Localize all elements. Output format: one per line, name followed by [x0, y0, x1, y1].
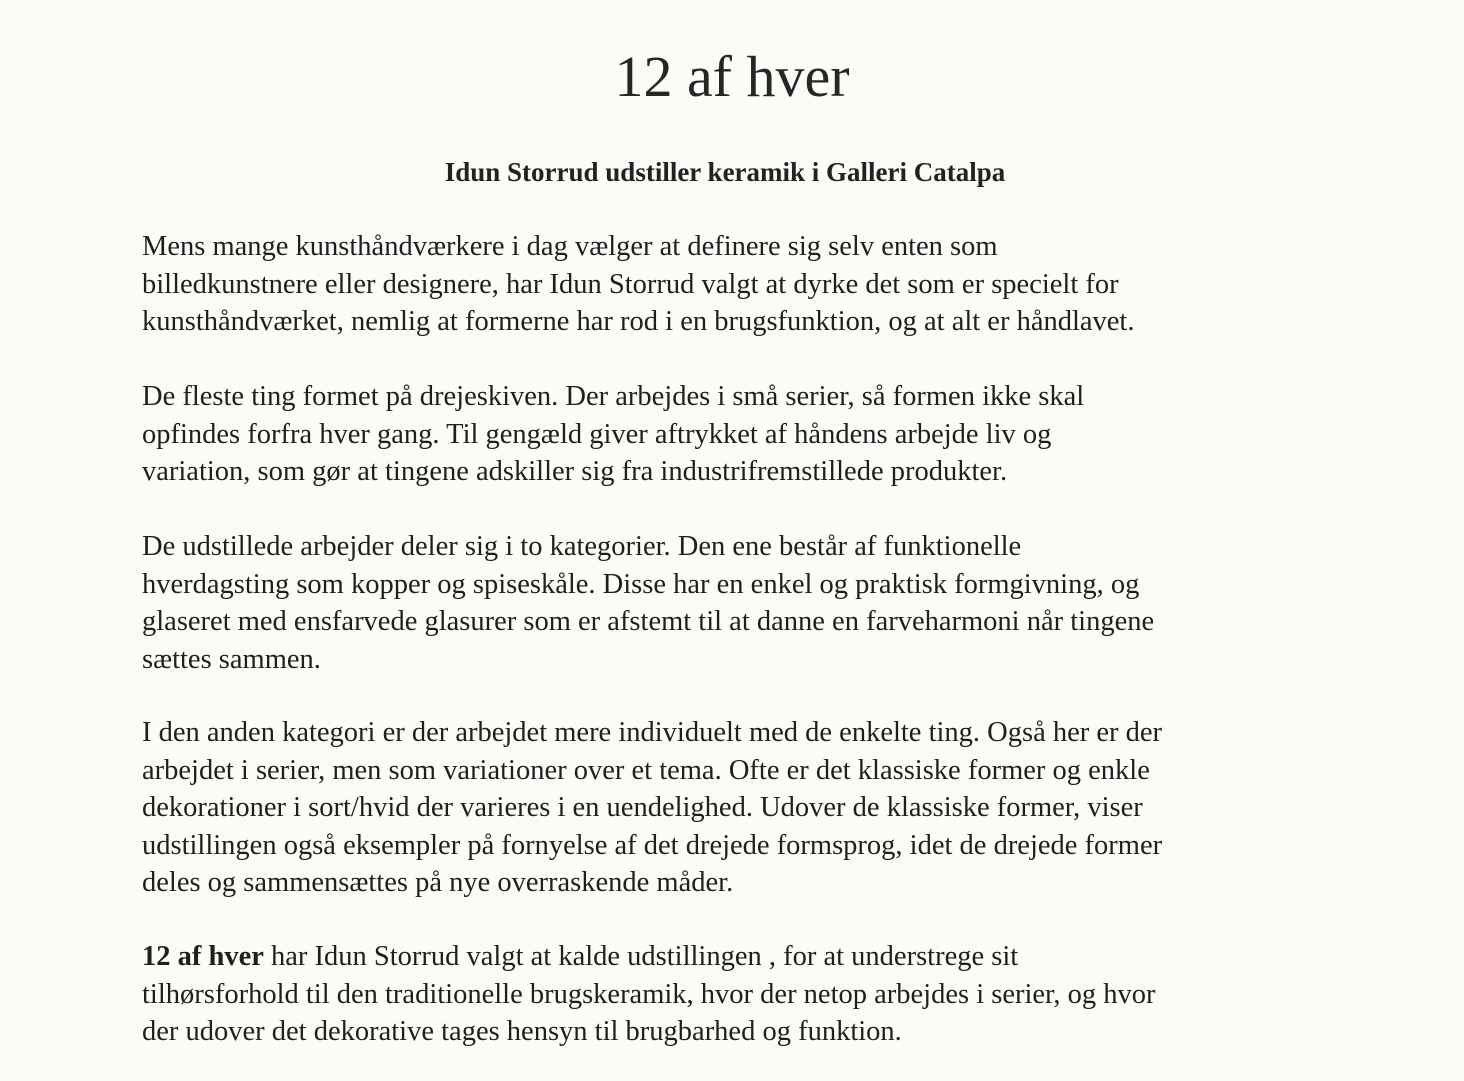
- text-line: der udover det dekorative tages hensyn til brugbarhed og funktion.: [142, 1016, 902, 1047]
- text-line-rest: har Idun Storrud valgt at kalde udstillingen , for at understrege sit: [263, 941, 1019, 972]
- document-subtitle: Idun Storrud udstiller keramik i Galleri Catalpa: [444, 157, 1006, 187]
- text-line: I den anden kategori er der arbejdet mere individuelt med de enkelte ting. Også her er der: [142, 717, 1163, 748]
- text-line: deles og sammensættes på nye overraskende måder.: [142, 867, 734, 898]
- text-line: glaseret med ensfarvede glasurer som er afstemt til at danne en farveharmoni når tingene: [142, 606, 1155, 637]
- text-line: arbejdet i serier, men som variationer over et tema. Ofte er det klassiske former og enkle: [142, 754, 1150, 786]
- text-line: opfindes forfra hver gang. Til gengæld giver aftrykket af håndens arbejde liv og: [142, 418, 1052, 450]
- text-line: sættes sammen.: [142, 643, 321, 675]
- text-line: hverdagsting som kopper og spiseskåle. Disse har en enkel og praktisk formgivning, og: [142, 568, 1140, 600]
- paragraph-2: [142, 378, 1342, 491]
- text-line: [142, 938, 1342, 976]
- text-line: udstillingen også eksempler på fornyelse af det drejede formsprog, idet de drejede former: [142, 829, 1163, 861]
- document-title: 12 af hver: [614, 44, 850, 109]
- text-line: dekorationer i sort/hvid der varieres i en uendelighed. Udover de klassiske former, viser: [142, 792, 1143, 823]
- inline-bold-title: 12 af hver: [142, 941, 264, 972]
- text-line: De fleste ting formet på drejeskiven. Der arbejdes i små serier, så formen ikke skal: [142, 381, 1085, 412]
- text-line: De udstillede arbejder deler sig i to kategorier. Den ene består af funktionelle: [142, 531, 1022, 562]
- text-line: billedkunstnere eller designere, har Idun Storrud valgt at dyrke det som er specielt for: [142, 268, 1119, 300]
- text-line: kunsthåndværket, nemlig at formerne har rod i en brugsfunktion, og at alt er håndlavet.: [142, 306, 1135, 337]
- paragraph-1: [142, 228, 1342, 341]
- paragraph-5: [142, 938, 1342, 1051]
- paragraph-3: [142, 528, 1342, 678]
- text-line: variation, som gør at tingene adskiller sig fra industrifremstillede produkter.: [142, 456, 1008, 487]
- text-line: Mens mange kunsthåndværkere i dag vælger at definere sig selv enten som: [142, 231, 998, 262]
- text-line: tilhørsforhold til den traditionelle brugskeramik, hvor der netop arbejdes i serier, og hvor: [142, 978, 1156, 1010]
- paragraph-4: [142, 714, 1342, 902]
